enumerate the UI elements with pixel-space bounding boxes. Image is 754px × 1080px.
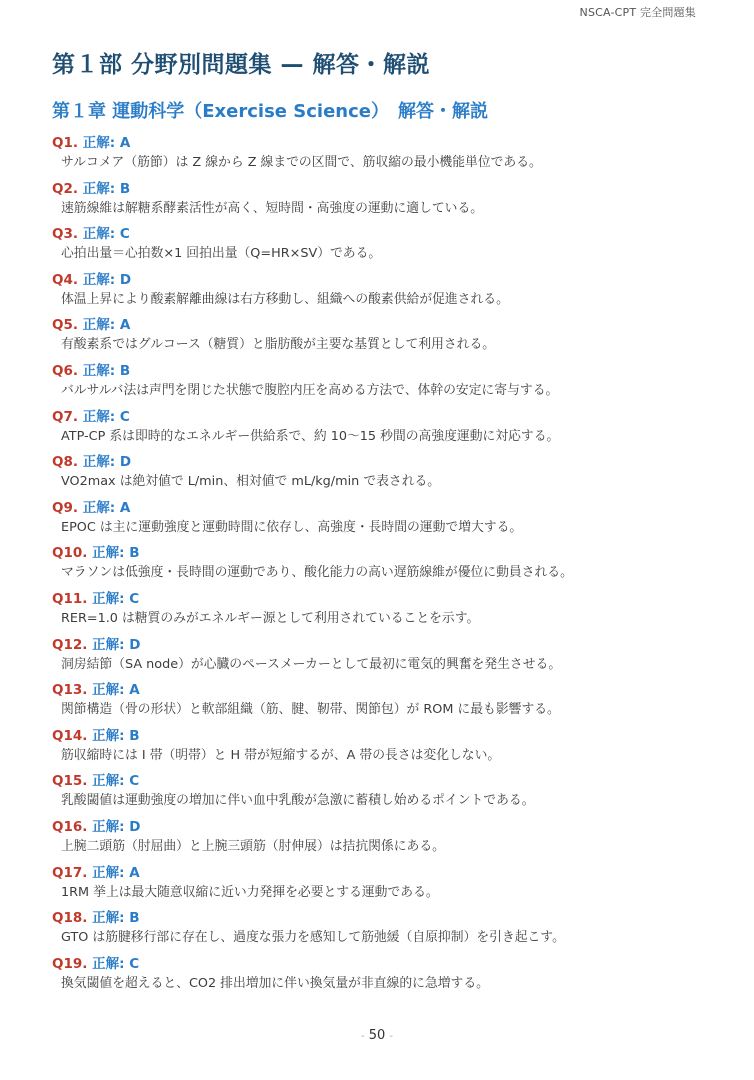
page-number-dash-right: - <box>389 1031 394 1042</box>
answer-label: 正解: <box>82 362 116 379</box>
answer-heading <box>52 498 712 518</box>
answer-explanation: GTO は筋腱移行部に存在し、過度な張力を感知して筋弛緩（自原抑制）を引き起こす。 <box>61 930 565 946</box>
answer-label: 正解: <box>92 682 125 699</box>
answer-explanation: 関節構造（骨の形状）と軟部組織（筋、腱、靭帯、関節包）が ROM に最も影響する。 <box>61 702 560 718</box>
answer-explanation: 洞房結節（SA node）が心臓のペースメーカーとして最初に電気的興奮を発生させる。 <box>61 656 562 672</box>
question-number: Q12. <box>52 636 88 653</box>
question-number: Q6. <box>52 362 78 379</box>
answer-explanation: バルサルバ法は声門を閉じた状態で腹腔内圧を高める方法で、体幹の安定に寄与する。 <box>61 382 559 398</box>
answer-explanation: 体温上昇により酸素解離曲線は右方移動し、組織への酸素供給が促進される。 <box>61 291 509 307</box>
question-number: Q2. <box>52 180 78 197</box>
part-title: 第１部 分野別問題集 — 解答・解説 <box>52 52 431 78</box>
answer-label: 正解: <box>82 499 116 516</box>
answer-heading <box>52 315 712 335</box>
chapter-title: 第１章 運動科学（Exercise Science） 解答・解説 <box>52 101 488 122</box>
answer-label: 正解: <box>92 773 125 790</box>
answer-item <box>52 726 712 772</box>
answer-item <box>52 224 712 270</box>
answer-item <box>52 133 712 179</box>
answer-explanation: RER=1.0 は糖質のみがエネルギー源として利用されていることを示す。 <box>61 610 480 626</box>
answer-explanation: VO2max は絶対値で L/min、相対値で mL/kg/min で表される。 <box>61 474 441 490</box>
question-number: Q15. <box>52 773 88 790</box>
answer-label: 正解: <box>82 226 116 243</box>
running-header: NSCA-CPT 完全問題集 <box>579 6 696 19</box>
answer-label: 正解: <box>82 408 116 425</box>
answer-letter: D <box>119 271 132 288</box>
answer-label: 正解: <box>92 910 125 927</box>
answer-explanation: 有酸素系ではグルコース（糖質）と脂肪酸が主要な基質として利用される。 <box>61 337 496 353</box>
answer-letter: B <box>129 727 140 744</box>
page-number-dash-left: - <box>360 1031 365 1042</box>
question-number: Q14. <box>52 727 88 744</box>
answer-heading <box>52 543 712 563</box>
answer-letter: D <box>129 818 141 835</box>
question-number: Q18. <box>52 910 88 927</box>
answer-heading <box>52 908 712 928</box>
question-number: Q5. <box>52 317 78 334</box>
answer-letter: C <box>129 773 140 790</box>
page-number: 50 <box>368 1028 386 1043</box>
answer-heading <box>52 863 712 883</box>
answer-heading <box>52 771 712 791</box>
question-number: Q1. <box>52 135 78 151</box>
answer-item <box>52 589 712 635</box>
answer-letter: C <box>119 408 130 425</box>
question-number: Q4. <box>52 271 78 288</box>
answer-label: 正解: <box>82 135 116 151</box>
answer-letter: C <box>129 590 140 607</box>
answer-heading <box>52 270 712 290</box>
answer-list <box>52 133 712 999</box>
answer-heading <box>52 954 712 974</box>
answer-item <box>52 863 712 909</box>
answer-letter: A <box>119 317 131 334</box>
answer-label: 正解: <box>92 864 125 881</box>
answer-item <box>52 908 712 954</box>
answer-item <box>52 543 712 589</box>
answer-item <box>52 361 712 407</box>
question-number: Q17. <box>52 864 88 881</box>
question-number: Q10. <box>52 545 88 562</box>
answer-letter: D <box>129 636 141 653</box>
question-number: Q11. <box>52 590 88 607</box>
answer-letter: B <box>119 180 131 197</box>
answer-label: 正解: <box>82 271 116 288</box>
answer-explanation: 換気閾値を超えると、CO2 排出増加に伴い換気量が非直線的に急増する。 <box>61 975 489 991</box>
answer-heading <box>52 726 712 746</box>
answer-explanation: 速筋線維は解糖系酵素活性が高く、短時間・高強度の運動に適している。 <box>61 200 484 216</box>
answer-item <box>52 954 712 1000</box>
answer-letter: A <box>129 864 140 881</box>
question-number: Q13. <box>52 682 88 699</box>
answer-heading <box>52 452 712 472</box>
answer-explanation: 心拍出量＝心拍数×1 回拍出量（Q=HR×SV）である。 <box>61 246 382 262</box>
question-number: Q3. <box>52 226 78 243</box>
answer-heading <box>52 407 712 427</box>
answer-letter: A <box>129 682 140 699</box>
answer-item <box>52 179 712 225</box>
answer-item <box>52 680 712 726</box>
answer-explanation: 1RM 挙上は最大随意収縮に近い力発揮を必要とする運動である。 <box>61 884 439 900</box>
answer-heading <box>52 817 712 837</box>
answer-item <box>52 270 712 316</box>
answer-item <box>52 771 712 817</box>
answer-heading <box>52 224 712 244</box>
answer-letter: D <box>119 454 132 471</box>
answer-label: 正解: <box>92 590 125 607</box>
answer-heading <box>52 179 712 199</box>
answer-item <box>52 635 712 681</box>
answer-explanation: EPOC は主に運動強度と運動時間に依存し、高強度・長時間の運動で増大する。 <box>61 519 523 535</box>
answer-label: 正解: <box>92 727 125 744</box>
answer-label: 正解: <box>82 454 116 471</box>
answer-item <box>52 498 712 544</box>
question-number: Q9. <box>52 499 78 516</box>
answer-item <box>52 407 712 453</box>
answer-explanation: 乳酸閾値は運動強度の増加に伴い血中乳酸が急激に蓄積し始めるポイントである。 <box>61 793 535 809</box>
answer-heading <box>52 361 712 381</box>
answer-label: 正解: <box>92 545 125 562</box>
answer-letter: B <box>129 545 140 562</box>
answer-item <box>52 315 712 361</box>
answer-letter: C <box>129 955 140 972</box>
answer-explanation: 上腕二頭筋（肘屈曲）と上腕三頭筋（肘伸展）は拮抗関係にある。 <box>61 838 445 854</box>
answer-label: 正解: <box>92 636 125 653</box>
answer-letter: A <box>119 135 131 151</box>
answer-heading <box>52 133 712 153</box>
answer-letter: C <box>119 226 130 243</box>
question-number: Q8. <box>52 454 78 471</box>
answer-explanation: マラソンは低強度・長時間の運動であり、酸化能力の高い遅筋線維が優位に動員される。 <box>61 565 573 581</box>
answer-heading <box>52 680 712 700</box>
question-number: Q16. <box>52 818 88 835</box>
question-number: Q7. <box>52 408 78 425</box>
answer-letter: B <box>119 362 131 379</box>
question-number: Q19. <box>52 955 88 972</box>
answer-explanation: サルコメア（筋節）は Z 線から Z 線までの区間で、筋収縮の最小機能単位である。 <box>61 155 542 170</box>
answer-letter: A <box>119 499 131 516</box>
answer-heading <box>52 589 712 609</box>
answer-explanation: ATP-CP 系は即時的なエネルギー供給系で、約 10～15 秒間の高強度運動に対応する。 <box>61 428 560 444</box>
answer-label: 正解: <box>82 180 116 197</box>
answer-label: 正解: <box>92 818 125 835</box>
answer-item <box>52 817 712 863</box>
answer-explanation: 筋収縮時には I 帯（明帯）と H 帯が短縮するが、A 帯の長さは変化しない。 <box>61 747 501 763</box>
answer-label: 正解: <box>82 317 116 334</box>
answer-letter: B <box>129 910 140 927</box>
answer-label: 正解: <box>92 955 125 972</box>
answer-heading <box>52 635 712 655</box>
answer-item <box>52 452 712 498</box>
page-footer <box>0 1028 754 1043</box>
